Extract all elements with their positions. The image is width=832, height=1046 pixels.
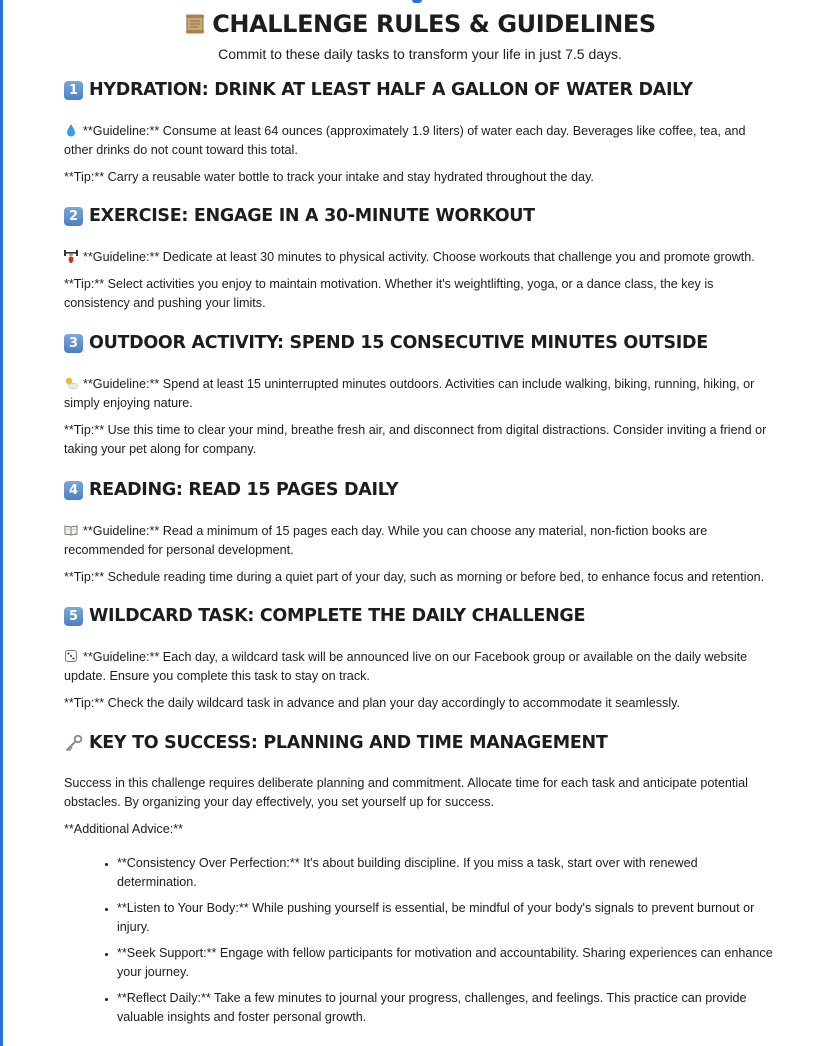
number-5-badge-icon: 5 xyxy=(64,607,83,626)
droplet-icon xyxy=(64,123,78,137)
section-heading xyxy=(64,331,776,355)
guideline-body: **Guideline:** Consume at least 64 ounces (approximately 1.9 liters) of water each day. Beverages like coffee, tea, and other drinks do not count toward this total. xyxy=(64,124,746,157)
section-exercise xyxy=(64,204,776,313)
tip-text: **Tip:** Schedule reading time during a quiet part of your day, such as morning or before bed, to enhance focus and retention. xyxy=(64,570,765,584)
tip-text: **Tip:** Use this time to clear your mind, breathe fresh air, and disconnect from digital distractions. Consider inviting a friend or taking your pet along for company. xyxy=(64,423,767,456)
section-title: HYDRATION: DRINK AT LEAST HALF A GALLON OF WATER DAILY xyxy=(89,80,693,100)
section-title: KEY TO SUCCESS: PLANNING AND TIME MANAGEMENT xyxy=(89,733,608,753)
section-heading xyxy=(64,204,776,228)
guideline-body: **Guideline:** Each day, a wildcard task will be announced live on our Facebook group or available on the daily website update. Ensure you complete this task to stay on track. xyxy=(64,650,748,683)
list-item: • **Consistency Over Perfection:** It's about building discipline. If you miss a task, start over with renewed determination. xyxy=(117,854,776,892)
section-reading xyxy=(64,478,776,587)
number-1-badge-icon: 1 xyxy=(64,81,83,100)
section-title: EXERCISE: ENGAGE IN A 30-MINUTE WORKOUT xyxy=(89,206,535,226)
section-title: OUTDOOR ACTIVITY: SPEND 15 CONSECUTIVE MINUTES OUTSIDE xyxy=(89,333,708,353)
guideline-text xyxy=(64,522,776,560)
key-icon xyxy=(64,734,83,753)
window-edge xyxy=(0,0,3,1046)
guideline-text xyxy=(64,375,776,413)
document-page xyxy=(64,8,776,1024)
section-wildcard xyxy=(64,604,776,713)
number-2-badge-icon: 2 xyxy=(64,207,83,226)
section-outdoor xyxy=(64,331,776,459)
section-key-to-success xyxy=(64,731,776,1034)
advice-list xyxy=(64,854,776,1027)
number-4-badge-icon: 4 xyxy=(64,481,83,500)
open-book-icon xyxy=(64,523,78,537)
guideline-body: **Guideline:** Dedicate at least 30 minutes to physical activity. Choose workouts that challenge you and promote growth. xyxy=(83,250,755,264)
scroll-icon xyxy=(184,13,206,35)
list-item: • **Seek Support:** Engage with fellow participants for motivation and accountability. Sharing experiences can enhance your journey. xyxy=(117,944,776,982)
section-title: READING: READ 15 PAGES DAILY xyxy=(89,480,399,500)
title-row xyxy=(64,8,776,40)
list-item: • **Listen to Your Body:** While pushing yourself is essential, be mindful of your body's signals to prevent burnout or injury. xyxy=(117,899,776,937)
section-heading xyxy=(64,731,776,755)
advice-heading: **Additional Advice:** xyxy=(64,822,184,836)
weightlifter-icon xyxy=(64,249,78,263)
guideline-text xyxy=(64,122,776,160)
dice-icon xyxy=(64,649,78,663)
section-heading xyxy=(64,604,776,628)
number-3-badge-icon: 3 xyxy=(64,334,83,353)
page-title: CHALLENGE RULES & GUIDELINES xyxy=(212,10,656,38)
guideline-text xyxy=(64,248,776,267)
guideline-body: **Guideline:** Spend at least 15 uninterrupted minutes outdoors. Activities can include walking, biking, running, hiking, or simply enjoying nature. xyxy=(64,377,755,410)
list-item: • **Reflect Daily:** Take a few minutes to journal your progress, challenges, and feelings. This practice can provide valuable insights and foster personal growth. xyxy=(117,989,776,1027)
scroll-marker xyxy=(412,0,422,3)
section-heading xyxy=(64,78,776,102)
section-hydration xyxy=(64,78,776,187)
intro-text: Success in this challenge requires deliberate planning and commitment. Allocate time for each task and anticipate potential obstacles. By organizing your day effectively, you set yourself up for success. xyxy=(64,776,748,809)
tip-text: **Tip:** Select activities you enjoy to maintain motivation. Whether it's weightlifting, yoga, or a dance class, the key is consistency and pushing your limits. xyxy=(64,277,714,310)
tip-text: **Tip:** Check the daily wildcard task in advance and plan your day accordingly to accommodate it seamlessly. xyxy=(64,696,680,710)
section-title: WILDCARD TASK: COMPLETE THE DAILY CHALLENGE xyxy=(89,606,586,626)
page-subtitle: Commit to these daily tasks to transform your life in just 7.5 days. xyxy=(218,46,622,62)
sun-cloud-icon xyxy=(64,376,78,390)
tip-text: **Tip:** Carry a reusable water bottle to track your intake and stay hydrated throughout the day. xyxy=(64,170,594,184)
section-heading xyxy=(64,478,776,502)
guideline-text xyxy=(64,648,776,686)
guideline-body: **Guideline:** Read a minimum of 15 pages each day. While you can choose any material, non-fiction books are recommended for personal development. xyxy=(64,524,708,557)
